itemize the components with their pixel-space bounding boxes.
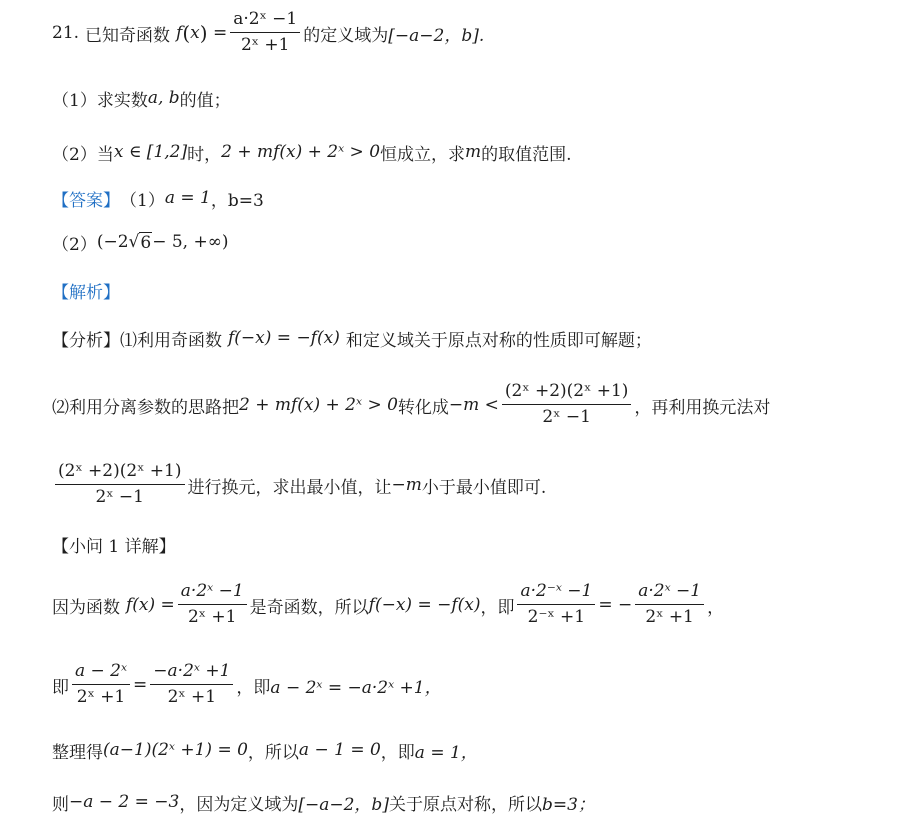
analysis-3-end: 小于最小值即可. (421, 477, 547, 498)
detail-4-a: 则 (52, 794, 69, 815)
detail-2-frac-den: 2ˣ +1 (76, 687, 126, 707)
analysis-3-frac-den: 2ˣ −1 (95, 487, 144, 507)
question-frac-den: 2ˣ +1 (240, 35, 290, 55)
detail-2-frac (72, 662, 130, 707)
question-fraction (230, 10, 300, 55)
part2-m: m (465, 142, 482, 162)
detail-3-a: 整理得 (52, 742, 103, 763)
detail-1-frac-num: a·2ˣ −1 (178, 582, 247, 605)
analysis-2-frac-den: 2ˣ −1 (542, 407, 591, 427)
detail-1-eq: f(−x) = −f(x) (368, 595, 481, 615)
answer-part2-label: （2） (52, 234, 97, 255)
detail-line-3 (52, 720, 478, 780)
analysis-3-frac-num: (2ˣ +2)(2ˣ +1) (55, 462, 185, 485)
analysis-1-prefix: ⑴利用奇函数 (120, 330, 222, 351)
detail-1-frac-3 (635, 582, 704, 627)
analysis-2-tail: ，再利用换元法对 (634, 397, 771, 418)
analysis-3-m: −m (391, 475, 422, 495)
detail-2-eq: a − 2ˣ = −a·2ˣ +1， (270, 677, 442, 698)
detail-2-eqs: = (133, 675, 148, 695)
detail-3-eq2: a − 1 = 0 (298, 740, 381, 760)
detail-1-f: f(x) = (126, 595, 175, 615)
part2-mid: 时， (187, 144, 222, 165)
detail-1-frac (178, 582, 247, 627)
detail-4-d: b=3； (541, 794, 595, 815)
detail-1-frac-den: 2ˣ +1 (187, 607, 237, 627)
detail-line-1 (52, 575, 724, 635)
domain-text: 的定义域为 (303, 25, 389, 46)
question-number: 21. (52, 23, 80, 43)
detail-1-frac-2 (517, 582, 595, 627)
part1-line (52, 68, 231, 128)
detail-1-frac3-num: a·2ˣ −1 (635, 582, 704, 605)
detail-2-b: ，即 (236, 677, 271, 698)
analysis-2-lhs: −m < (448, 395, 499, 415)
part1-tail: 的值； (179, 90, 231, 111)
part2-tail: 恒成立，求 (380, 144, 466, 165)
part2-ineq: 2 + mf(x) + 2ˣ > 0 (221, 142, 381, 162)
question-line: 21. 已知奇函数 f ( x ) = $\frac{\text{a·2ˣ −1}}{\text{2ˣ +1}}$ 的定义域为 [−a−2，b]. (52, 9, 485, 55)
detail-1-eqs: = − (598, 595, 633, 615)
detail-4-c: 关于原点对称，所以 (388, 794, 542, 815)
detail-4-b: ，因为定义域为 (179, 794, 299, 815)
analysis-2-fraction (502, 382, 632, 427)
detail-1-end: ， (707, 597, 725, 618)
answer-part1-label: （1） (120, 190, 165, 211)
detail-1-a: 因为函数 (52, 597, 120, 618)
answer-a-value: a = 1 (164, 188, 211, 208)
answer-range-close: − 5, +∞) (152, 232, 229, 252)
detail-1-frac2-num: a·2⁻ˣ −1 (517, 582, 595, 605)
detail-2-frac-num: a − 2ˣ (72, 662, 130, 685)
answer-tag: 【答案】 (52, 190, 120, 211)
detail-2-frac2-num: −a·2ˣ +1 (150, 662, 233, 685)
analysis-fx-tag: 【分析】 (52, 330, 120, 351)
answer-b-value: ，b=3 (210, 190, 264, 211)
analysis-3-tail: 进行换元，求出最小值，让 (187, 477, 392, 498)
detail-2-frac-2 (150, 662, 233, 707)
part2-label: （2）当 (52, 144, 114, 165)
detail-2-frac2-den: 2ˣ +1 (167, 687, 217, 707)
analysis-line-3 (52, 455, 546, 515)
detail-1-frac3-den: 2ˣ +1 (645, 607, 694, 627)
answer-line-2: （2） (−2 √ 6 − 5, +∞) (52, 212, 229, 272)
detail-3-eq: (a−1)(2ˣ +1) = 0 (103, 740, 248, 760)
analysis-line-2 (52, 375, 770, 435)
detail-line-2 (52, 655, 442, 715)
analysis-tag: 【解析】 (52, 282, 120, 303)
detail-2-a: 即 (52, 677, 69, 698)
analysis-2-prefix: ⑵利用分离参数的思路把 (52, 397, 239, 418)
answer-range-open: (−2 (96, 232, 129, 252)
detail-3-c: ，即 (380, 742, 415, 763)
analysis-line-1 (52, 308, 652, 368)
detail-1-c: ，即 (480, 597, 515, 618)
detail-1-b: 是奇函数，所以 (249, 597, 369, 618)
analysis-1-eq: f(−x) = −f(x) (228, 328, 340, 348)
detail-line-4 (52, 772, 595, 832)
part2-end: 的取值范围. (481, 144, 572, 165)
part2-cond: x ∈ [1,2] (113, 142, 188, 162)
detail-4-interval: [−a−2，b] (298, 794, 389, 815)
question-frac-num: a·2ˣ −1 (230, 10, 300, 33)
analysis-2-mid: 转化成 (397, 397, 449, 418)
detail-1-frac2-den: 2⁻ˣ +1 (527, 607, 586, 627)
part1-vars: a, b (147, 88, 180, 108)
detail-tag-line (52, 514, 176, 574)
domain-interval: [−a−2，b]. (388, 25, 485, 46)
analysis-2-ineq: 2 + mf(x) + 2ˣ > 0 (239, 395, 398, 415)
detail-3-eq3: a = 1， (414, 742, 478, 763)
detail-tag: 【小问 1 详解】 (52, 536, 176, 557)
question-prefix: 已知奇函数 (85, 25, 171, 46)
detail-3-b: ，所以 (247, 742, 299, 763)
detail-4-eq: −a − 2 = −3 (69, 792, 180, 812)
analysis-3-fraction (55, 462, 185, 507)
answer-range-root: 6 (140, 232, 152, 253)
analysis-1-tail: 和定义域关于原点对称的性质即可解题； (345, 330, 652, 351)
part1-label: （1）求实数 (52, 90, 148, 111)
analysis-2-frac-num: (2ˣ +2)(2ˣ +1) (502, 382, 632, 405)
